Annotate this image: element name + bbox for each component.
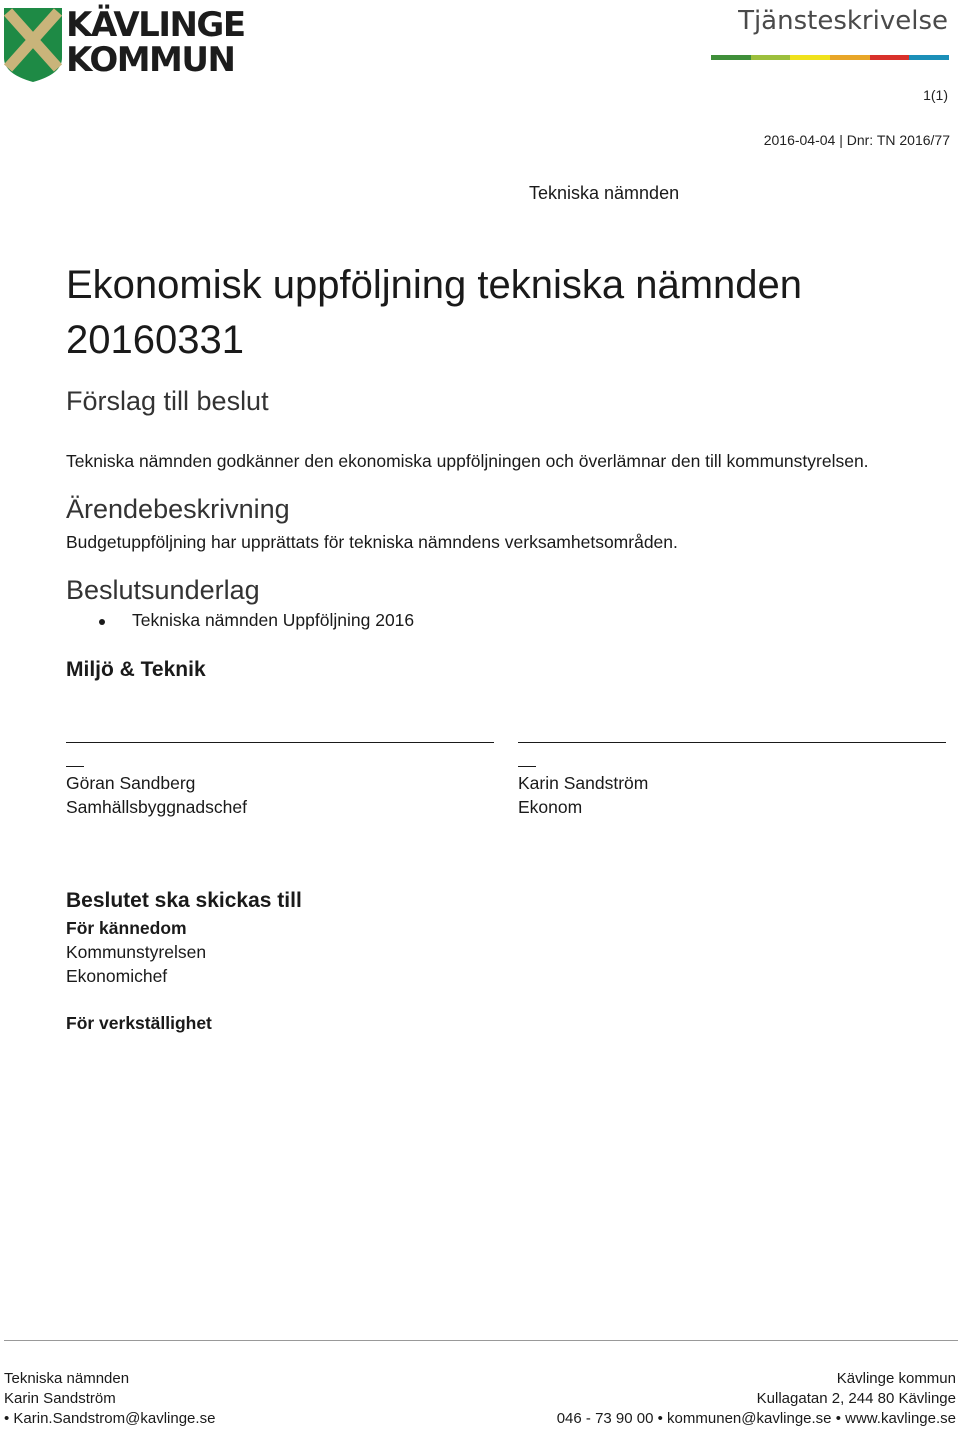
signature-line-2 <box>518 742 946 743</box>
document-title: Ekonomisk uppföljning tekniska nämnden 20160331 <box>66 263 802 362</box>
document-type: Tjänsteskrivelse <box>738 6 948 36</box>
description-heading: Ärendebeskrivning <box>66 494 290 524</box>
footer-contact-name: Karin Sandström <box>4 1390 116 1407</box>
for-execution-heading: För verkställighet <box>66 1013 212 1033</box>
footer-address: Kullagatan 2, 244 80 Kävlinge <box>756 1390 956 1407</box>
footer-contact-info[interactable]: 046 - 73 90 00 • kommunen@kavlinge.se • www.kavlinge.se <box>556 1410 956 1427</box>
signature-block-2 <box>518 771 648 819</box>
color-segment-4 <box>830 55 870 60</box>
footer-organization: Kävlinge kommun <box>836 1370 956 1387</box>
for-information-heading: För kännedom <box>66 918 187 938</box>
color-segment-3 <box>790 55 830 60</box>
footer-committee: Tekniska nämnden <box>4 1370 130 1387</box>
basis-list-item: Tekniska nämnden Uppföljning 2016 <box>96 610 414 631</box>
logo-line-2: KOMMUN <box>66 40 235 80</box>
footer-right <box>557 1369 956 1429</box>
municipality-logo <box>2 5 245 86</box>
basis-heading: Beslutsunderlag <box>66 575 260 605</box>
distribution-item: Ekonomichef <box>66 966 168 986</box>
footer-divider <box>4 1340 958 1341</box>
date-and-dnr: 2016-04-04 | Dnr: TN 2016/77 <box>763 132 950 148</box>
department-label: Miljö & Teknik <box>66 658 206 681</box>
signer-role: Samhällsbyggnadschef <box>66 797 247 817</box>
addressee: Tekniska nämnden <box>529 183 680 203</box>
signature-line-1 <box>66 742 494 743</box>
page-number: 1(1) <box>923 87 948 103</box>
footer-left <box>4 1369 215 1429</box>
signature-mark-2 <box>518 766 536 767</box>
footer-contact-email[interactable]: • Karin.Sandstrom@kavlinge.se <box>4 1410 216 1427</box>
signer-name: Göran Sandberg <box>66 773 196 793</box>
proposal-heading: Förslag till beslut <box>66 386 269 416</box>
logo-line-1: KÄVLINGE <box>66 5 245 45</box>
distribution-heading: Beslutet ska skickas till <box>66 889 302 912</box>
description-text: Budgetuppföljning har upprättats för tekniska nämndens verksamhetsområden. <box>66 532 678 552</box>
color-segment-5 <box>870 55 910 60</box>
color-segment-2 <box>751 55 791 60</box>
basis-list <box>96 610 414 631</box>
signature-mark-1 <box>66 766 84 767</box>
signer-role: Ekonom <box>518 797 583 817</box>
signature-block-1 <box>66 771 247 819</box>
signer-name: Karin Sandström <box>518 773 649 793</box>
coat-of-arms-icon <box>2 6 64 84</box>
color-segment-6 <box>909 55 949 60</box>
distribution-item: Kommunstyrelsen <box>66 942 207 962</box>
brand-color-bar <box>711 55 949 60</box>
proposal-text: Tekniska nämnden godkänner den ekonomiska uppföljningen och överlämnar den till kommunstyrelsen. <box>66 451 869 471</box>
color-segment-1 <box>711 55 751 60</box>
